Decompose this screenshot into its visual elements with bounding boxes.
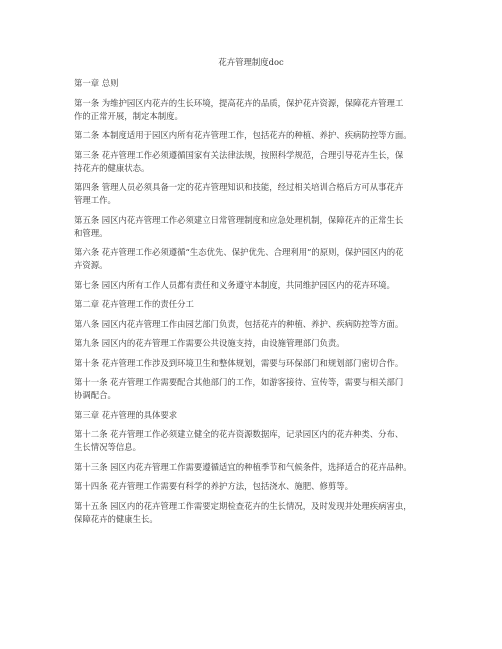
article-10: 第十条 花卉管理工作涉及到环境卫生和整体规划，需要与环保部门和规划部门密切合作。 bbox=[74, 357, 404, 368]
article-11: 第十一条 花卉管理工作需要配合其他部门的工作，如游客接待、宣传等，需要与相关部门 协调配合。 bbox=[74, 377, 404, 400]
article-13: 第十三条 园区内花卉管理工作需要遵循适宜的种植季节和气候条件，选择适合的花卉品种。 bbox=[74, 461, 412, 472]
article-9: 第九条 园区内的花卉管理工作需要公共设施支持，由设施管理部门负责。 bbox=[74, 338, 345, 348]
chapter-3-heading: 第三章 花卉管理的具体要求 bbox=[74, 409, 178, 420]
article-6: 第六条 花卉管理工作必须遵循“生态优先、保护优先、合理利用”的原则，保护园区内的花 卉资源。 bbox=[74, 247, 404, 270]
article-15: 第十五条 园区内的花卉管理工作需要定期检查花卉的生长情况，及时发现并处理疾病害虫， 保障花卉的健康生长。 bbox=[74, 500, 412, 524]
article-3: 第三条 花卉管理工作必须遵循国家有关法律法规，按照科学规范，合理引导花卉生长，保 持花卉的健康状态。 bbox=[74, 149, 404, 173]
article-7: 第七条 园区内所有工作人员都有责任和义务遵守本制度，共同维护园区内的花卉环境。 bbox=[74, 279, 395, 290]
article-1: 第一条 为维护园区内花卉的生长环境，提高花卉的品质，保护花卉资源，保障花卉管理工 作的正常开展，制定本制度。 bbox=[74, 97, 404, 121]
article-12: 第十二条 花卉管理工作必须建立健全的花卉资源数据库，记录园区内的花卉种类、分布、 生长情况等信息。 bbox=[74, 429, 404, 452]
document-body bbox=[74, 77, 438, 532]
document-title: 花卉管理制度doc bbox=[218, 57, 284, 67]
chapter-1-heading: 第一章 总则 bbox=[74, 78, 119, 88]
article-14: 第十四条 花卉管理工作需要有科学的养护方法，包括浇水、施肥、修剪等。 bbox=[74, 481, 354, 491]
article-5: 第五条 园区内花卉管理工作必须建立日常管理制度和应急处理机制，保障花卉的正常生长 和管理。 bbox=[74, 214, 404, 238]
chapter-2-heading: 第二章 花卉管理工作的责任分工 bbox=[74, 299, 194, 309]
article-4: 第四条 管理人员必须具备一定的花卉管理知识和技能，经过相关培训合格后方可从事花卉 管理工作。 bbox=[74, 182, 404, 205]
article-2: 第二条 本制度适用于园区内所有花卉管理工作，包括花卉的种植、养护、疾病防控等方面。 bbox=[74, 130, 412, 140]
article-8: 第八条 园区内花卉管理工作由园艺部门负责，包括花卉的种植、养护、疾病防控等方面。 bbox=[74, 318, 404, 329]
